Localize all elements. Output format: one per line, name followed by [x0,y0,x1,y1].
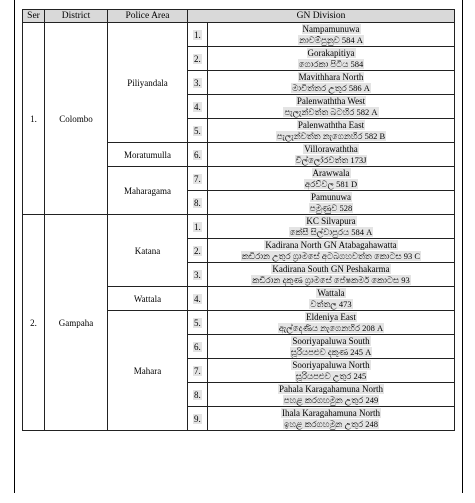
left-edge-line [14,0,15,493]
row-number-cell [188,23,208,47]
police-area-cell: Maharagama [108,167,188,215]
gn-division-cell [208,359,455,383]
police-area-cell: Katana [108,215,188,287]
row-number: 3. [194,77,201,88]
gn-division-cell [208,23,455,47]
gn-division-cell [208,383,455,407]
row-number-cell [188,143,208,167]
gn-name-sinhala: කේසී සිල්වාපුරය 584 A [289,226,373,237]
gn-name-sinhala: මාවිත්තර උතුර 586 A [292,82,370,93]
gn-name-sinhala: අරව්වල 581 D [304,178,358,189]
gn-name-english: Sooriyapaluwa North [292,360,370,370]
gn-name-sinhala: පහළ කරගහමුන උතුර 249 [283,394,379,405]
right-edge-line [462,0,463,493]
row-number: 3. [194,269,201,280]
gn-name-english: Gorakapitiya [307,48,355,58]
table-row [23,215,455,239]
table-row [23,23,455,47]
row-number-cell [188,407,208,431]
gn-name-sinhala: වත්තල 473 [310,298,352,309]
district-cell: Gampaha [45,215,108,431]
gn-division-cell [208,95,455,119]
gn-division-table [22,9,455,431]
gn-name-english: Arawwala [312,168,350,178]
row-number-cell [188,119,208,143]
gn-division-cell [208,311,455,335]
row-number: 7. [194,173,201,184]
gn-name-sinhala: ගොරකා පිටිය 584 [298,58,364,69]
row-number: 1. [194,221,201,232]
row-number: 4. [194,293,201,304]
gn-name-english: Kadirana North GN Atabagahawatta [265,240,397,250]
gn-division-cell [208,287,455,311]
gn-division-cell [208,143,455,167]
row-number: 1. [194,29,201,40]
gn-division-cell [208,335,455,359]
row-number: 5. [194,125,201,136]
gn-name-sinhala: පැලැන්වත්ත නැගෙනහිර 582 B [276,130,386,141]
gn-name-english: Sooriyapaluwa South [292,336,370,346]
gn-name-sinhala: පැලැන්වත්ත බටහිර 582 A [284,106,378,117]
gn-name-english: Mavithhara North [298,72,364,82]
gn-division-cell [208,215,455,239]
gn-name-english: Ihala Karagahamuna North [282,408,380,418]
row-number: 6. [194,149,201,160]
row-number-cell [188,47,208,71]
gn-name-sinhala: පමුණුව 528 [309,202,353,213]
header-gn-division: GN Division [188,10,455,23]
police-area-cell: Moratumulla [108,143,188,167]
row-number-cell [188,287,208,311]
gn-name-english: Pahala Karagahamuna North [279,384,383,394]
row-number-cell [188,71,208,95]
gn-name-english: Eldeniya East [306,312,356,322]
gn-name-english: Pamunuwa [311,192,351,202]
gn-name-english: Palenwaththa West [296,96,366,106]
gn-name-sinhala: විල්ලෝරවත්ත 173J [295,154,367,165]
header-ser: Ser [23,10,45,23]
district-cell: Colombo [45,23,108,215]
row-number-cell [188,335,208,359]
row-number-cell [188,359,208,383]
table-body [23,23,455,431]
gn-name-english: Kadirana South GN Peshakarma [272,264,390,274]
row-number: 2. [194,53,201,64]
ser-cell: 1. [23,23,45,215]
gn-division-cell [208,263,455,287]
gn-division-cell [208,71,455,95]
row-number-cell [188,239,208,263]
gn-name-english: Palenwaththa East [297,120,365,130]
gn-division-cell [208,167,455,191]
gn-name-english: Nampamunuwa [302,24,360,34]
gn-name-sinhala: කඩිරාන උතුර ග්‍රාමසේ අටබගහවත්ත කොටස 93 C [241,250,421,261]
gn-name-sinhala: ඉහළ කරගහමුන උතුර 248 [284,418,378,429]
gn-name-english: KC Silvapura [306,216,356,226]
row-number-cell [188,215,208,239]
row-number: 8. [194,197,201,208]
gn-division-cell [208,47,455,71]
gn-name-sinhala: කඩිරාන දකුණ ග්‍රාමසේ පේෂකර්ම කොටස 93 [252,274,410,285]
gn-name-sinhala: සූරියපළුව උතුර 245 [295,370,367,381]
header-district: District [45,10,108,23]
gn-division-document [22,9,454,431]
gn-division-cell [208,119,455,143]
row-number-cell [188,311,208,335]
gn-name-sinhala: නාවම්පුනුව 584 A [299,34,363,45]
header-row [23,10,455,23]
gn-name-sinhala: සූරියපළුව දකුණ 245 A [290,346,372,357]
gn-division-cell [208,191,455,215]
row-number-cell [188,263,208,287]
row-number: 7. [194,365,201,376]
row-number: 2. [194,245,201,256]
gn-division-cell [208,407,455,431]
row-number-cell [188,167,208,191]
row-number: 8. [194,389,201,400]
row-number: 5. [194,317,201,328]
police-area-cell: Piliyandala [108,23,188,143]
gn-name-english: Villorawaththa [304,144,358,154]
police-area-cell: Mahara [108,311,188,431]
header-police-area: Police Area [108,10,188,23]
gn-division-cell [208,239,455,263]
row-number: 9. [194,413,201,424]
row-number-cell [188,191,208,215]
gn-name-english: Wattala [317,288,345,298]
row-number: 6. [194,341,201,352]
row-number-cell [188,383,208,407]
row-number-cell [188,95,208,119]
ser-cell: 2. [23,215,45,431]
gn-name-sinhala: ඇල්දෙණිය නැගෙනහිර 208 A [278,322,384,333]
police-area-cell: Wattala [108,287,188,311]
row-number: 4. [194,101,201,112]
